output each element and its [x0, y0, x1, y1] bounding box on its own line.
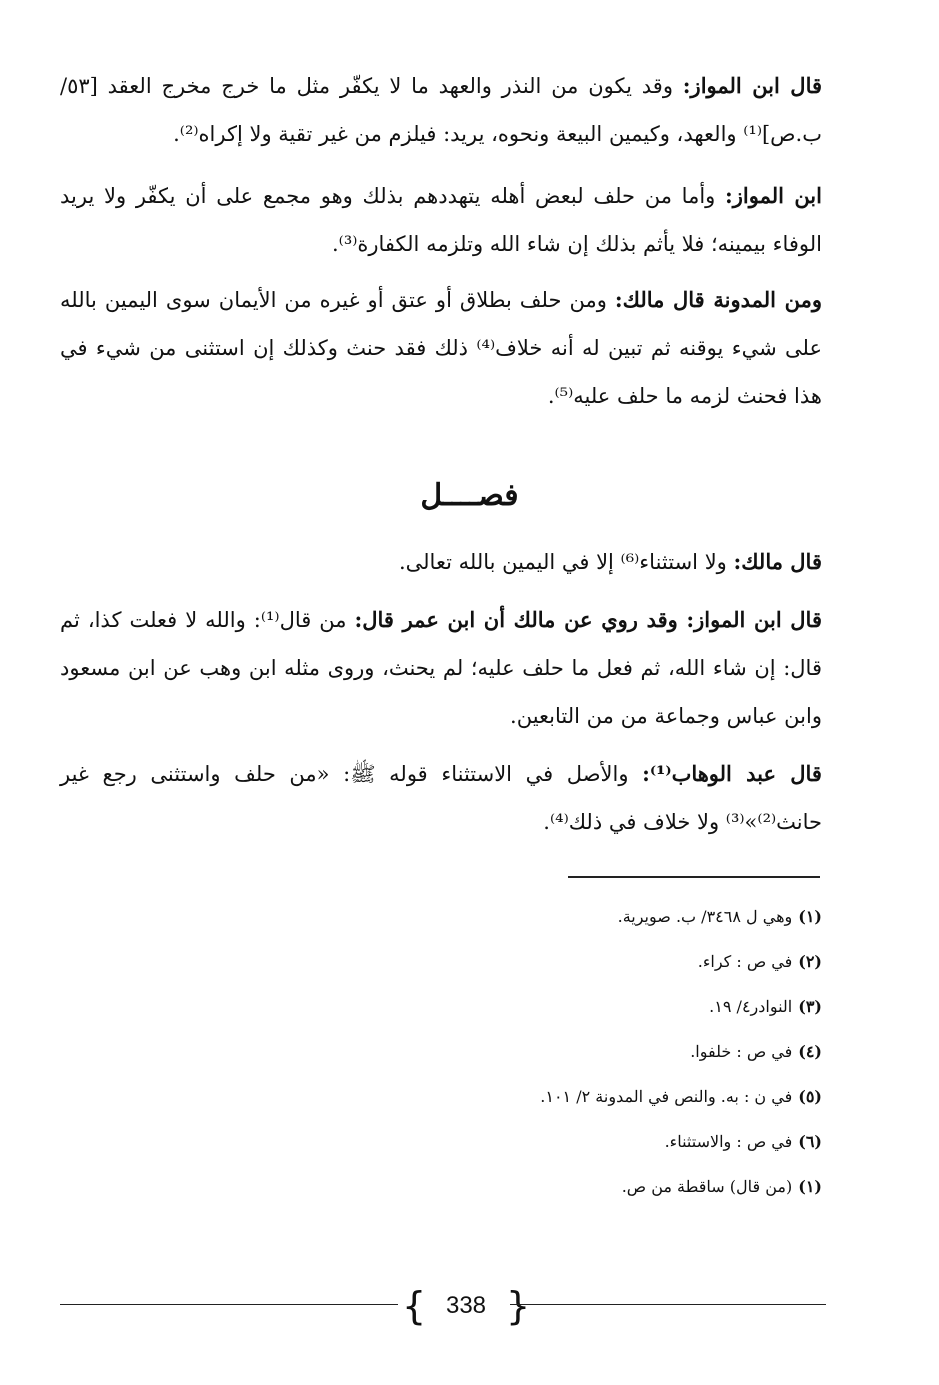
footer-rule-left	[60, 1304, 398, 1305]
footnote-text: وهي ل ٣٤٦٨/ ب. صويرية.	[617, 907, 793, 926]
footnote-number: (٥)	[798, 1087, 822, 1106]
footnote-number: (١)	[798, 1177, 822, 1196]
paragraph-lead: قال عبد الوهاب⁽¹⁾:	[642, 761, 822, 786]
footnote	[60, 1125, 822, 1170]
paragraph-lead: قال ابن المواز: وقد روي عن مالك أن ابن عمر قال:	[354, 607, 822, 632]
paragraph-text: والأصل في الاستثناء قوله ﷺ: «من حلف واستثنى رجع غير حانث⁽²⁾»⁽³⁾ ولا خلاف في ذلك⁽⁴⁾.	[60, 762, 822, 834]
footnote-text: النوادر٤/ ١٩.	[709, 997, 793, 1016]
paragraph-4	[60, 538, 822, 586]
paragraph-text: من قال⁽¹⁾: والله لا فعلت كذا، ثم قال: إن شاء الله، ثم فعل ما حلف عليه؛ لم يحنث، وروى مثله ابن وهب عن ابن مسعود وابن عباس وجماعة من من التابعين.	[60, 608, 822, 728]
paragraph-text: ولا استثناء⁽⁶⁾ إلا في اليمين بالله تعالى.	[398, 550, 734, 574]
paragraph-text: وأما من حلف لبعض أهله يتهددهم بذلك وهو مجمع على أن يكفّر ولا يريد الوفاء بيمينه؛ فلا يأثم بذلك إن شاء الله وتلزمه الكفارة⁽³⁾.	[60, 184, 822, 256]
footnote	[60, 945, 822, 990]
footnote-number: (٢)	[798, 952, 822, 971]
paragraph-text: وقد يكون من النذر والعهد ما لا يكفّر مثل ما خرج مخرج العقد [٥٣/ب.ص]⁽¹⁾ والعهد، وكيمين البيعة ونحوه، يريد: فيلزم من غير تقية ولا إكراه⁽²⁾.	[60, 74, 822, 146]
page-footer	[60, 1286, 826, 1330]
footnote	[60, 900, 822, 945]
paragraph-lead: قال مالك:	[733, 549, 822, 574]
footnote-text: في ص : خلفوا.	[690, 1042, 793, 1061]
section-heading: فصــــل	[420, 478, 519, 513]
paragraph-lead: ابن المواز:	[725, 183, 822, 208]
paragraph-5	[60, 596, 822, 740]
footer-rule-right	[510, 1304, 826, 1305]
footnote	[60, 1080, 822, 1125]
footnote	[60, 1170, 822, 1215]
footnote-text: في ص : والاستثناء.	[664, 1132, 793, 1151]
paragraph-3	[60, 276, 822, 420]
paragraph-1	[60, 62, 822, 158]
paragraph-6	[60, 750, 822, 846]
footnote-number: (٤)	[798, 1042, 822, 1061]
footnotes	[60, 900, 822, 1215]
page-number: 338	[445, 1292, 487, 1319]
footnote-number: (٦)	[798, 1132, 822, 1151]
paragraph-lead: قال ابن المواز:	[682, 73, 823, 98]
footnote-separator	[568, 876, 820, 878]
footnote-text: (من قال) ساقطة من ص.	[621, 1177, 793, 1196]
paragraph-text: ومن حلف بطلاق أو عتق أو غيره من الأيمان سوى اليمين بالله على شيء يوقنه ثم تبين له أنه خلاف⁽⁴⁾ ذلك فقد حنث وكذلك إن استثنى من شيء في هذا فحنث لزمه ما حلف عليه⁽⁵⁾.	[60, 288, 822, 408]
footnote	[60, 1035, 822, 1080]
footnote-number: (١)	[798, 907, 822, 926]
footnote-number: (٣)	[798, 997, 822, 1016]
footnote-text: في ص : كراء.	[697, 952, 793, 971]
footnote	[60, 990, 822, 1035]
paragraph-2	[60, 172, 822, 268]
footnote-text: في ن : به. والنص في المدونة ٢/ ١٠١.	[540, 1087, 793, 1106]
paragraph-lead: ومن المدونة قال مالك:	[614, 287, 823, 312]
brace-open-icon: {	[402, 1284, 427, 1328]
brace-close-icon: }	[506, 1284, 531, 1328]
